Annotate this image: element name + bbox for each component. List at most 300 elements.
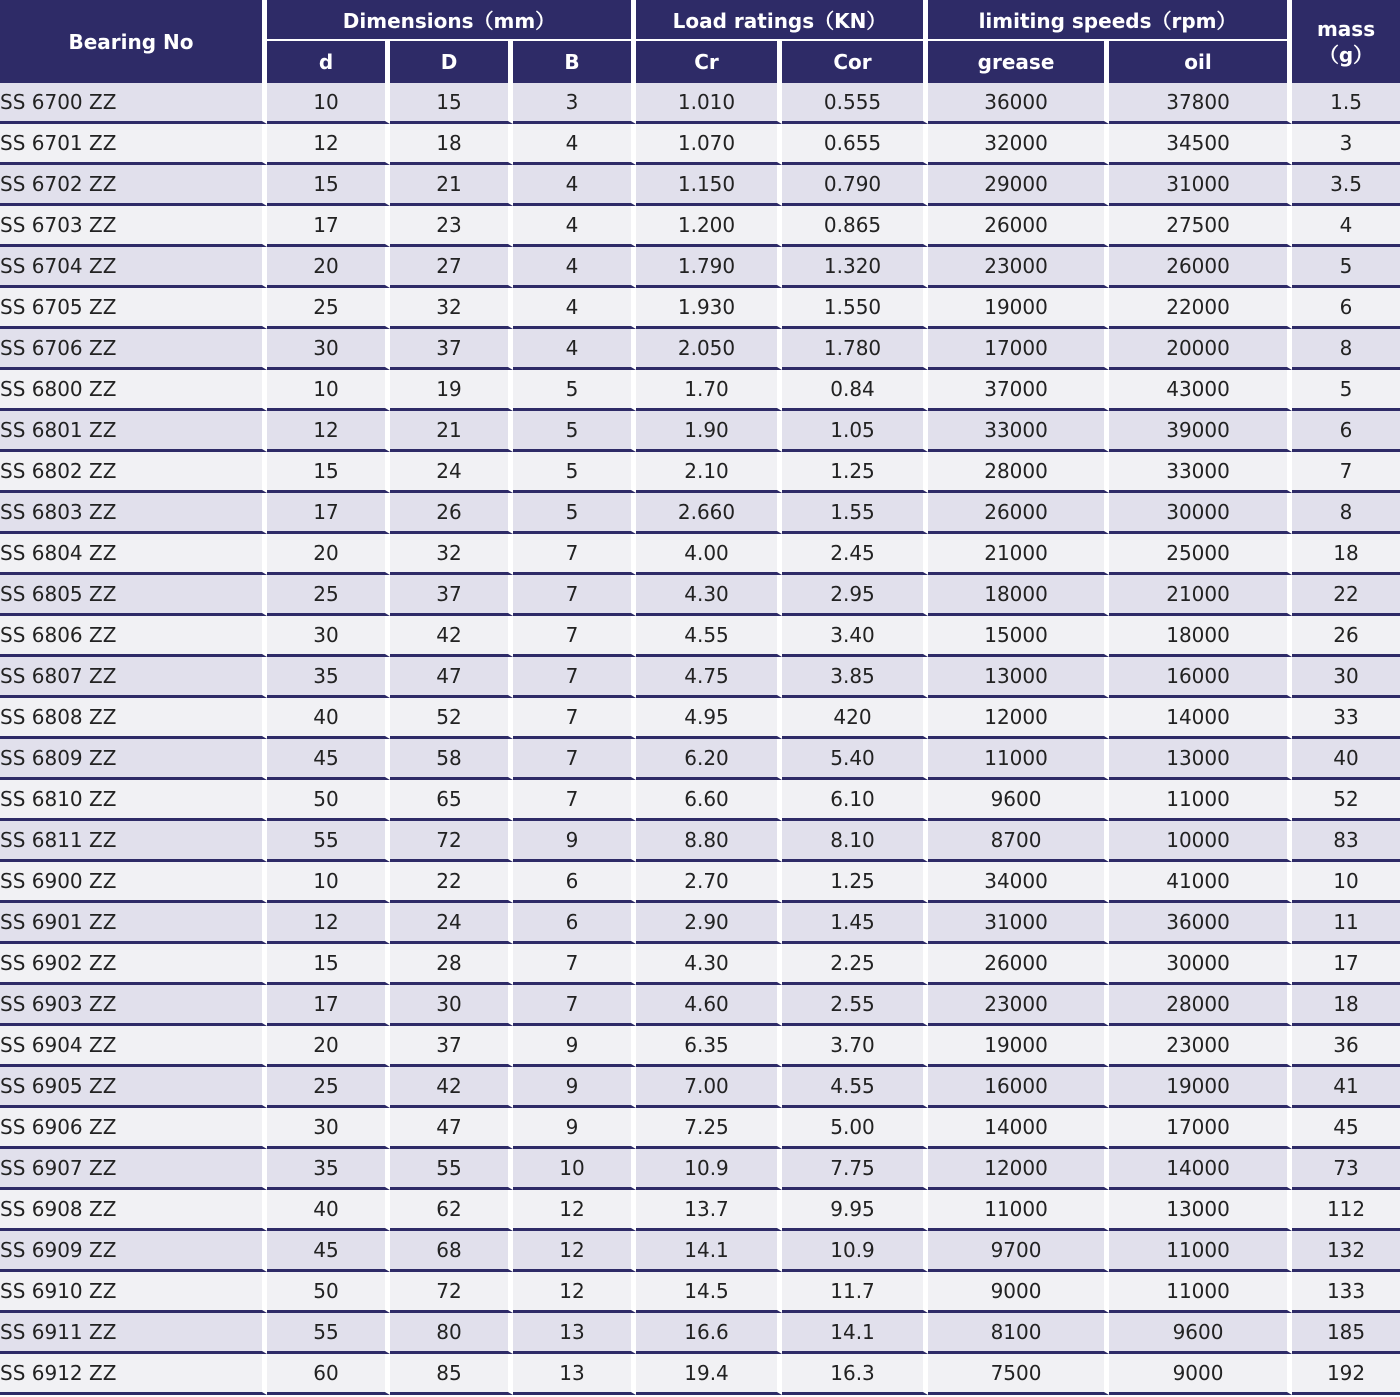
- bearing-no-cell: SS 6912 ZZ: [0, 1354, 267, 1395]
- grease-speed-cell: 13000: [928, 657, 1109, 698]
- table-row: [0, 862, 1400, 903]
- D-cell: 65: [390, 780, 513, 821]
- table-row: [0, 124, 1400, 165]
- D-cell: 55: [390, 1149, 513, 1190]
- d-cell: 50: [267, 780, 390, 821]
- mass-cell: 33: [1292, 698, 1400, 739]
- d-cell: 45: [267, 1231, 390, 1272]
- d-cell: 20: [267, 534, 390, 575]
- table-row: [0, 206, 1400, 247]
- cor-cell: 2.95: [782, 575, 928, 616]
- cr-cell: 1.90: [636, 411, 782, 452]
- table-row: [0, 452, 1400, 493]
- table-row: [0, 1354, 1400, 1395]
- cor-cell: 3.40: [782, 616, 928, 657]
- oil-speed-cell: 23000: [1109, 1026, 1292, 1067]
- cr-cell: 4.30: [636, 944, 782, 985]
- grease-speed-cell: 12000: [928, 1149, 1109, 1190]
- B-cell: 4: [513, 124, 636, 165]
- cr-cell: 1.790: [636, 247, 782, 288]
- D-cell: 18: [390, 124, 513, 165]
- cor-cell: 0.555: [782, 83, 928, 124]
- oil-speed-cell: 11000: [1109, 780, 1292, 821]
- cr-cell: 4.95: [636, 698, 782, 739]
- cr-cell: 7.00: [636, 1067, 782, 1108]
- B-cell: 5: [513, 452, 636, 493]
- oil-speed-cell: 30000: [1109, 493, 1292, 534]
- D-cell: 58: [390, 739, 513, 780]
- grease-speed-cell: 18000: [928, 575, 1109, 616]
- D-cell: 19: [390, 370, 513, 411]
- oil-speed-cell: 28000: [1109, 985, 1292, 1026]
- mass-cell: 36: [1292, 1026, 1400, 1067]
- D-cell: 62: [390, 1190, 513, 1231]
- D-cell: 42: [390, 1067, 513, 1108]
- cor-cell: 16.3: [782, 1354, 928, 1395]
- mass-cell: 8: [1292, 493, 1400, 534]
- oil-speed-cell: 31000: [1109, 165, 1292, 206]
- cr-cell: 1.070: [636, 124, 782, 165]
- grease-speed-cell: 21000: [928, 534, 1109, 575]
- cr-cell: 14.5: [636, 1272, 782, 1313]
- table-row: [0, 575, 1400, 616]
- B-cell: 5: [513, 493, 636, 534]
- grease-speed-cell: 32000: [928, 124, 1109, 165]
- grease-speed-cell: 9600: [928, 780, 1109, 821]
- cor-cell: 2.55: [782, 985, 928, 1026]
- bearing-no-cell: SS 6808 ZZ: [0, 698, 267, 739]
- oil-speed-cell: 13000: [1109, 1190, 1292, 1231]
- D-cell: 27: [390, 247, 513, 288]
- grease-speed-cell: 19000: [928, 288, 1109, 329]
- cor-cell: 1.05: [782, 411, 928, 452]
- B-cell: 12: [513, 1272, 636, 1313]
- grease-speed-cell: 37000: [928, 370, 1109, 411]
- cor-cell: 11.7: [782, 1272, 928, 1313]
- bearing-no-cell: SS 6800 ZZ: [0, 370, 267, 411]
- table-row: [0, 1067, 1400, 1108]
- D-cell: 30: [390, 985, 513, 1026]
- grease-speed-cell: 26000: [928, 944, 1109, 985]
- grease-speed-cell: 26000: [928, 493, 1109, 534]
- mass-cell: 8: [1292, 329, 1400, 370]
- cor-cell: 0.655: [782, 124, 928, 165]
- cr-cell: 1.70: [636, 370, 782, 411]
- bearing-no-cell: SS 6704 ZZ: [0, 247, 267, 288]
- D-cell: 42: [390, 616, 513, 657]
- mass-cell: 5: [1292, 370, 1400, 411]
- table-row: [0, 83, 1400, 124]
- grease-speed-cell: 7500: [928, 1354, 1109, 1395]
- mass-cell: 18: [1292, 985, 1400, 1026]
- grease-speed-cell: 9700: [928, 1231, 1109, 1272]
- d-cell: 60: [267, 1354, 390, 1395]
- d-cell: 55: [267, 1313, 390, 1354]
- D-cell: 24: [390, 452, 513, 493]
- table-row: [0, 329, 1400, 370]
- header-load-ratings: Load ratings（KN）: [636, 0, 928, 41]
- cr-cell: 6.20: [636, 739, 782, 780]
- bearing-no-cell: SS 6700 ZZ: [0, 83, 267, 124]
- oil-speed-cell: 22000: [1109, 288, 1292, 329]
- D-cell: 21: [390, 165, 513, 206]
- cr-cell: 4.00: [636, 534, 782, 575]
- cor-cell: 420: [782, 698, 928, 739]
- cor-cell: 14.1: [782, 1313, 928, 1354]
- table-row: [0, 1108, 1400, 1149]
- table-row: [0, 534, 1400, 575]
- cr-cell: 1.150: [636, 165, 782, 206]
- D-cell: 47: [390, 657, 513, 698]
- cor-cell: 1.55: [782, 493, 928, 534]
- bearing-no-cell: SS 6907 ZZ: [0, 1149, 267, 1190]
- d-cell: 17: [267, 985, 390, 1026]
- header-grease: grease: [928, 41, 1109, 83]
- D-cell: 15: [390, 83, 513, 124]
- mass-cell: 4: [1292, 206, 1400, 247]
- cor-cell: 7.75: [782, 1149, 928, 1190]
- d-cell: 25: [267, 575, 390, 616]
- d-cell: 12: [267, 124, 390, 165]
- D-cell: 23: [390, 206, 513, 247]
- D-cell: 85: [390, 1354, 513, 1395]
- table-row: [0, 493, 1400, 534]
- grease-speed-cell: 12000: [928, 698, 1109, 739]
- bearing-no-cell: SS 6902 ZZ: [0, 944, 267, 985]
- mass-cell: 6: [1292, 411, 1400, 452]
- D-cell: 37: [390, 575, 513, 616]
- B-cell: 9: [513, 1026, 636, 1067]
- d-cell: 20: [267, 1026, 390, 1067]
- mass-cell: 26: [1292, 616, 1400, 657]
- bearing-no-cell: SS 6809 ZZ: [0, 739, 267, 780]
- cor-cell: 8.10: [782, 821, 928, 862]
- cor-cell: 1.320: [782, 247, 928, 288]
- cr-cell: 2.70: [636, 862, 782, 903]
- cr-cell: 2.90: [636, 903, 782, 944]
- D-cell: 28: [390, 944, 513, 985]
- table-header: [0, 0, 1400, 83]
- B-cell: 9: [513, 1067, 636, 1108]
- d-cell: 10: [267, 370, 390, 411]
- mass-cell: 185: [1292, 1313, 1400, 1354]
- bearing-no-cell: SS 6703 ZZ: [0, 206, 267, 247]
- mass-cell: 17: [1292, 944, 1400, 985]
- B-cell: 7: [513, 616, 636, 657]
- oil-speed-cell: 11000: [1109, 1231, 1292, 1272]
- B-cell: 7: [513, 534, 636, 575]
- d-cell: 17: [267, 493, 390, 534]
- cr-cell: 6.35: [636, 1026, 782, 1067]
- cor-cell: 3.70: [782, 1026, 928, 1067]
- table-row: [0, 821, 1400, 862]
- table-row: [0, 985, 1400, 1026]
- D-cell: 68: [390, 1231, 513, 1272]
- mass-cell: 133: [1292, 1272, 1400, 1313]
- header-D: D: [390, 41, 513, 83]
- cr-cell: 1.200: [636, 206, 782, 247]
- B-cell: 7: [513, 739, 636, 780]
- cr-cell: 4.30: [636, 575, 782, 616]
- header-cr: Cr: [636, 41, 782, 83]
- cor-cell: 1.25: [782, 452, 928, 493]
- d-cell: 10: [267, 83, 390, 124]
- B-cell: 13: [513, 1313, 636, 1354]
- oil-speed-cell: 43000: [1109, 370, 1292, 411]
- B-cell: 7: [513, 698, 636, 739]
- table-row: [0, 411, 1400, 452]
- mass-cell: 22: [1292, 575, 1400, 616]
- bearing-no-cell: SS 6908 ZZ: [0, 1190, 267, 1231]
- D-cell: 47: [390, 1108, 513, 1149]
- table-row: [0, 780, 1400, 821]
- bearing-no-cell: SS 6705 ZZ: [0, 288, 267, 329]
- D-cell: 32: [390, 534, 513, 575]
- mass-cell: 5: [1292, 247, 1400, 288]
- B-cell: 4: [513, 165, 636, 206]
- cor-cell: 3.85: [782, 657, 928, 698]
- grease-speed-cell: 15000: [928, 616, 1109, 657]
- header-d: d: [267, 41, 390, 83]
- table-row: [0, 1272, 1400, 1313]
- mass-cell: 3: [1292, 124, 1400, 165]
- B-cell: 3: [513, 83, 636, 124]
- mass-cell: 41: [1292, 1067, 1400, 1108]
- d-cell: 30: [267, 329, 390, 370]
- d-cell: 15: [267, 944, 390, 985]
- grease-speed-cell: 28000: [928, 452, 1109, 493]
- mass-cell: 10: [1292, 862, 1400, 903]
- table-body: [0, 83, 1400, 1395]
- d-cell: 35: [267, 1149, 390, 1190]
- d-cell: 40: [267, 698, 390, 739]
- oil-speed-cell: 27500: [1109, 206, 1292, 247]
- oil-speed-cell: 18000: [1109, 616, 1292, 657]
- grease-speed-cell: 8100: [928, 1313, 1109, 1354]
- table-row: [0, 944, 1400, 985]
- mass-cell: 132: [1292, 1231, 1400, 1272]
- oil-speed-cell: 33000: [1109, 452, 1292, 493]
- grease-speed-cell: 34000: [928, 862, 1109, 903]
- header-mass: [1292, 0, 1400, 83]
- oil-speed-cell: 21000: [1109, 575, 1292, 616]
- bearing-no-cell: SS 6805 ZZ: [0, 575, 267, 616]
- grease-speed-cell: 11000: [928, 1190, 1109, 1231]
- cor-cell: 10.9: [782, 1231, 928, 1272]
- bearing-no-cell: SS 6810 ZZ: [0, 780, 267, 821]
- cor-cell: 5.00: [782, 1108, 928, 1149]
- B-cell: 4: [513, 329, 636, 370]
- B-cell: 4: [513, 288, 636, 329]
- table-row: [0, 247, 1400, 288]
- bearing-no-cell: SS 6701 ZZ: [0, 124, 267, 165]
- d-cell: 15: [267, 452, 390, 493]
- mass-cell: 45: [1292, 1108, 1400, 1149]
- d-cell: 12: [267, 411, 390, 452]
- mass-cell: 40: [1292, 739, 1400, 780]
- cr-cell: 2.050: [636, 329, 782, 370]
- d-cell: 40: [267, 1190, 390, 1231]
- oil-speed-cell: 25000: [1109, 534, 1292, 575]
- cor-cell: 6.10: [782, 780, 928, 821]
- D-cell: 37: [390, 1026, 513, 1067]
- d-cell: 45: [267, 739, 390, 780]
- bearing-no-cell: SS 6801 ZZ: [0, 411, 267, 452]
- cr-cell: 4.75: [636, 657, 782, 698]
- bearing-no-cell: SS 6906 ZZ: [0, 1108, 267, 1149]
- grease-speed-cell: 9000: [928, 1272, 1109, 1313]
- grease-speed-cell: 14000: [928, 1108, 1109, 1149]
- header-B: B: [513, 41, 636, 83]
- oil-speed-cell: 14000: [1109, 698, 1292, 739]
- D-cell: 22: [390, 862, 513, 903]
- bearing-no-cell: SS 6702 ZZ: [0, 165, 267, 206]
- d-cell: 35: [267, 657, 390, 698]
- grease-speed-cell: 8700: [928, 821, 1109, 862]
- bearing-no-cell: SS 6909 ZZ: [0, 1231, 267, 1272]
- D-cell: 32: [390, 288, 513, 329]
- cr-cell: 2.660: [636, 493, 782, 534]
- table-row: [0, 1231, 1400, 1272]
- d-cell: 55: [267, 821, 390, 862]
- mass-cell: 73: [1292, 1149, 1400, 1190]
- oil-speed-cell: 39000: [1109, 411, 1292, 452]
- table-row: [0, 1026, 1400, 1067]
- oil-speed-cell: 19000: [1109, 1067, 1292, 1108]
- grease-speed-cell: 33000: [928, 411, 1109, 452]
- cr-cell: 14.1: [636, 1231, 782, 1272]
- grease-speed-cell: 19000: [928, 1026, 1109, 1067]
- cr-cell: 4.55: [636, 616, 782, 657]
- oil-speed-cell: 26000: [1109, 247, 1292, 288]
- grease-speed-cell: 17000: [928, 329, 1109, 370]
- d-cell: 20: [267, 247, 390, 288]
- d-cell: 30: [267, 1108, 390, 1149]
- d-cell: 25: [267, 1067, 390, 1108]
- cor-cell: 0.865: [782, 206, 928, 247]
- mass-cell: 192: [1292, 1354, 1400, 1395]
- cr-cell: 10.9: [636, 1149, 782, 1190]
- cr-cell: 2.10: [636, 452, 782, 493]
- table-row: [0, 657, 1400, 698]
- bearing-no-cell: SS 6804 ZZ: [0, 534, 267, 575]
- bearing-no-cell: SS 6911 ZZ: [0, 1313, 267, 1354]
- oil-speed-cell: 17000: [1109, 1108, 1292, 1149]
- table-row: [0, 1313, 1400, 1354]
- mass-cell: 52: [1292, 780, 1400, 821]
- mass-cell: 7: [1292, 452, 1400, 493]
- grease-speed-cell: 23000: [928, 247, 1109, 288]
- bearing-no-cell: SS 6904 ZZ: [0, 1026, 267, 1067]
- header-limiting-speeds: limiting speeds（rpm）: [928, 0, 1292, 41]
- B-cell: 7: [513, 985, 636, 1026]
- grease-speed-cell: 26000: [928, 206, 1109, 247]
- B-cell: 4: [513, 206, 636, 247]
- header-mass-unit: （g）: [1318, 42, 1374, 67]
- table-row: [0, 165, 1400, 206]
- bearing-no-cell: SS 6803 ZZ: [0, 493, 267, 534]
- B-cell: 13: [513, 1354, 636, 1395]
- d-cell: 15: [267, 165, 390, 206]
- table-row: [0, 739, 1400, 780]
- B-cell: 7: [513, 780, 636, 821]
- B-cell: 12: [513, 1190, 636, 1231]
- B-cell: 9: [513, 1108, 636, 1149]
- D-cell: 24: [390, 903, 513, 944]
- table-row: [0, 1149, 1400, 1190]
- bearing-no-cell: SS 6901 ZZ: [0, 903, 267, 944]
- oil-speed-cell: 11000: [1109, 1272, 1292, 1313]
- mass-cell: 6: [1292, 288, 1400, 329]
- oil-speed-cell: 13000: [1109, 739, 1292, 780]
- table-row: [0, 698, 1400, 739]
- table-row: [0, 370, 1400, 411]
- mass-cell: 30: [1292, 657, 1400, 698]
- cr-cell: 7.25: [636, 1108, 782, 1149]
- cr-cell: 6.60: [636, 780, 782, 821]
- cr-cell: 8.80: [636, 821, 782, 862]
- cor-cell: 9.95: [782, 1190, 928, 1231]
- table-row: [0, 616, 1400, 657]
- B-cell: 6: [513, 903, 636, 944]
- table-row: [0, 288, 1400, 329]
- cor-cell: 0.790: [782, 165, 928, 206]
- cor-cell: 2.25: [782, 944, 928, 985]
- D-cell: 52: [390, 698, 513, 739]
- B-cell: 9: [513, 821, 636, 862]
- oil-speed-cell: 36000: [1109, 903, 1292, 944]
- mass-cell: 112: [1292, 1190, 1400, 1231]
- cr-cell: 4.60: [636, 985, 782, 1026]
- B-cell: 6: [513, 862, 636, 903]
- cor-cell: 1.25: [782, 862, 928, 903]
- grease-speed-cell: 23000: [928, 985, 1109, 1026]
- d-cell: 50: [267, 1272, 390, 1313]
- mass-cell: 11: [1292, 903, 1400, 944]
- cr-cell: 16.6: [636, 1313, 782, 1354]
- cor-cell: 0.84: [782, 370, 928, 411]
- B-cell: 7: [513, 657, 636, 698]
- D-cell: 72: [390, 821, 513, 862]
- grease-speed-cell: 36000: [928, 83, 1109, 124]
- bearing-no-cell: SS 6706 ZZ: [0, 329, 267, 370]
- D-cell: 72: [390, 1272, 513, 1313]
- cr-cell: 19.4: [636, 1354, 782, 1395]
- bearing-no-cell: SS 6903 ZZ: [0, 985, 267, 1026]
- B-cell: 5: [513, 370, 636, 411]
- oil-speed-cell: 9600: [1109, 1313, 1292, 1354]
- d-cell: 25: [267, 288, 390, 329]
- cor-cell: 1.780: [782, 329, 928, 370]
- bearing-no-cell: SS 6905 ZZ: [0, 1067, 267, 1108]
- B-cell: 7: [513, 575, 636, 616]
- B-cell: 12: [513, 1231, 636, 1272]
- header-oil: oil: [1109, 41, 1292, 83]
- d-cell: 10: [267, 862, 390, 903]
- bearing-no-cell: SS 6807 ZZ: [0, 657, 267, 698]
- oil-speed-cell: 37800: [1109, 83, 1292, 124]
- grease-speed-cell: 29000: [928, 165, 1109, 206]
- mass-cell: 3.5: [1292, 165, 1400, 206]
- table-row: [0, 1190, 1400, 1231]
- grease-speed-cell: 11000: [928, 739, 1109, 780]
- cor-cell: 1.550: [782, 288, 928, 329]
- grease-speed-cell: 16000: [928, 1067, 1109, 1108]
- oil-speed-cell: 16000: [1109, 657, 1292, 698]
- bearing-no-cell: SS 6910 ZZ: [0, 1272, 267, 1313]
- B-cell: 10: [513, 1149, 636, 1190]
- oil-speed-cell: 9000: [1109, 1354, 1292, 1395]
